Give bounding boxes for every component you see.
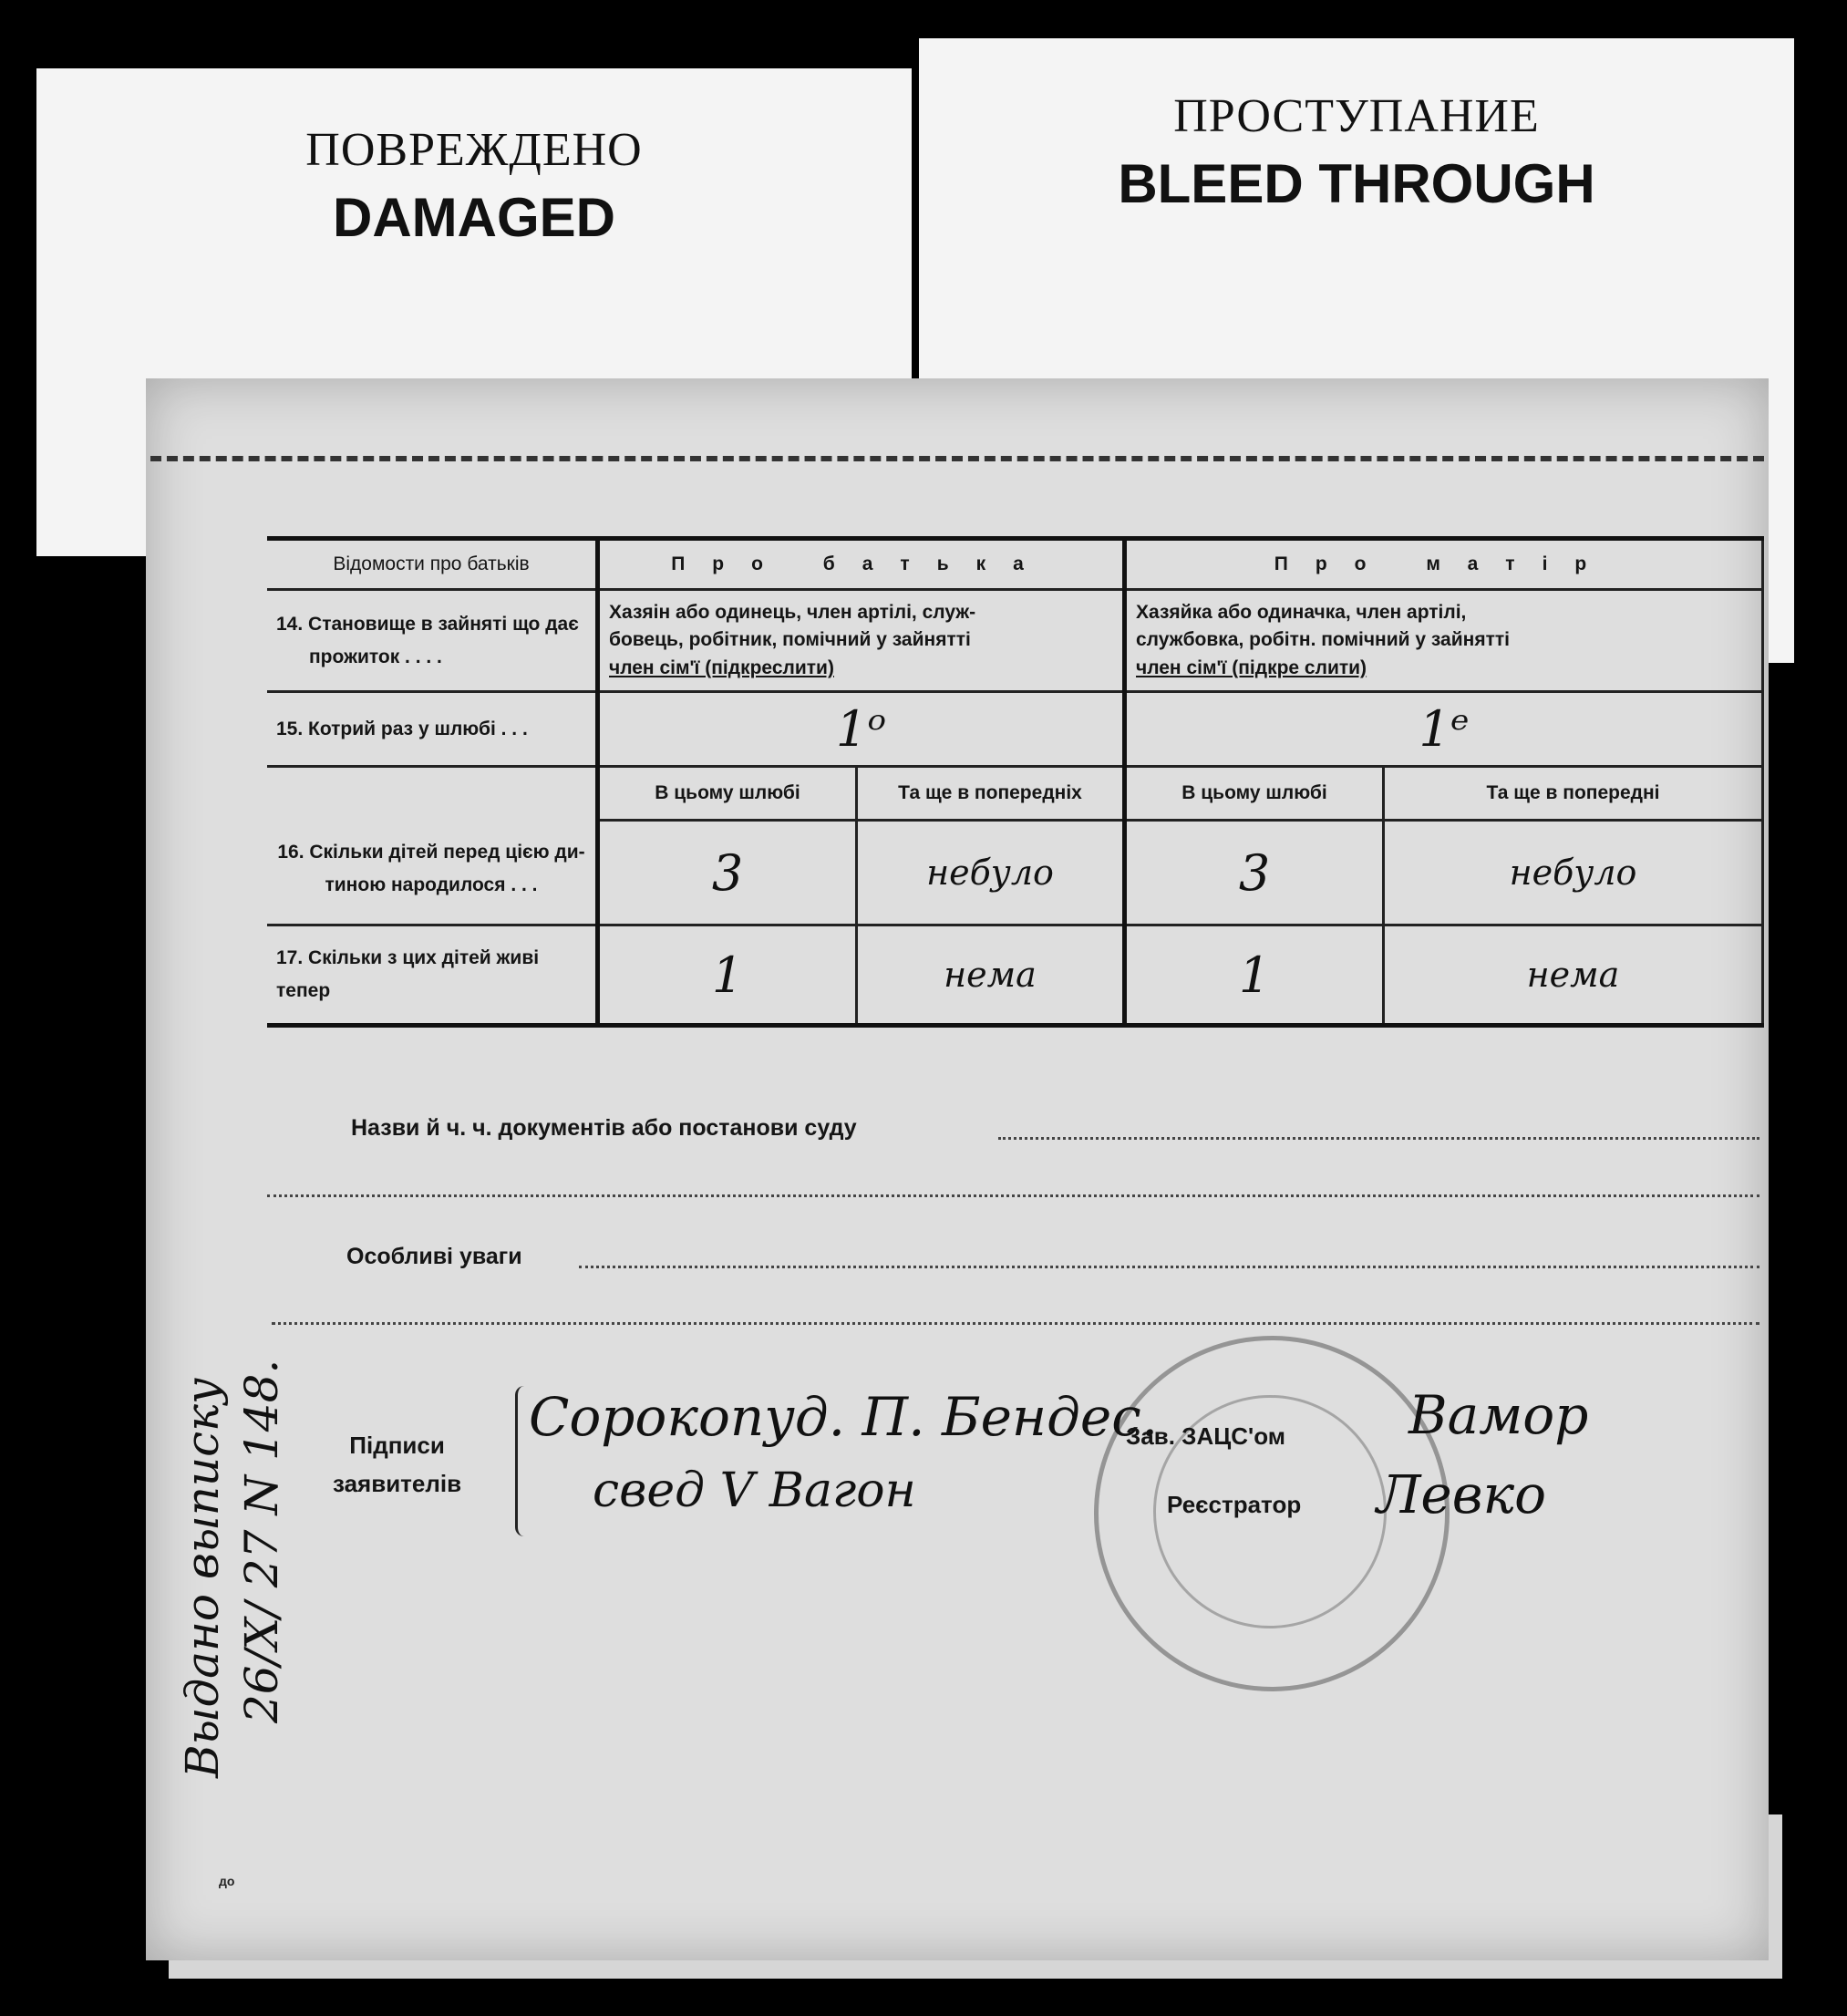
row16-father-this: 3 [598, 821, 857, 925]
perforation-line [150, 456, 1764, 461]
head-zags-label: Зав. ЗАЦС'ом [1126, 1422, 1285, 1450]
bleed-label-ru: ПРОСТУПАНИЕ [1173, 90, 1540, 142]
damaged-label-ru: ПОВРЕЖДЕНО [305, 124, 643, 176]
row14-mother-options: Хазяйка або одиначка, член артілі, службовка, робітн. помічний у зайнятті член сім'ї (підкре слити) [1125, 590, 1763, 692]
head-zags-signature: Вамор [1408, 1384, 1589, 1446]
row15-mother-value: 1ᵉ [1125, 692, 1763, 767]
registrar-signature: Левко [1377, 1463, 1547, 1525]
subheader-father-previous: Та ще в попередніх [857, 767, 1125, 821]
remarks-label: Особливі уваги [346, 1244, 522, 1269]
row17-label: 17. Скільки з цих дітей живі тепер [267, 925, 598, 1026]
row14-father-options: Хазяін або одинець, член артілі, служ- бовець, робітник, помічний у зайнятті член сім'ї (підкреслити) [598, 590, 1125, 692]
parents-info-table [267, 536, 1764, 1028]
documents-line-2 [267, 1194, 1759, 1197]
row-14 [267, 590, 1763, 692]
row15-label: 15. Котрий раз у шлюбі . . . [267, 692, 598, 767]
applicant-1-signature: Сорокопуд. П. Бендес. [529, 1386, 1159, 1448]
header-mother: Про матір [1125, 539, 1763, 590]
row-17 [267, 925, 1763, 1026]
corner-mark: до [219, 1874, 235, 1888]
children-subheader-row [267, 767, 1763, 821]
row17-father-this: 1 [598, 925, 857, 1026]
documents-label: Назви й ч. ч. документів або постанови суду [351, 1115, 857, 1141]
applicant-2-signature: свед V Вагон [593, 1463, 916, 1518]
damaged-label-en: DAMAGED [333, 187, 615, 248]
bleed-label-en: BLEED THROUGH [1118, 153, 1595, 214]
header-parents-info: Відомости про батьків [267, 539, 598, 590]
row17-father-previous: нема [857, 925, 1125, 1026]
header-father: Про батька [598, 539, 1125, 590]
row17-mother-previous: нема [1384, 925, 1763, 1026]
subheader-mother-previous: Та ще в попередні [1384, 767, 1763, 821]
remarks-line-1 [579, 1266, 1759, 1268]
table-header-row [267, 539, 1763, 590]
documents-line-1 [998, 1137, 1759, 1140]
issued-extract-note: Выдано выписку 26/Х/ 27 N 148. [176, 1359, 288, 1778]
row16-mother-previous: небуло [1384, 821, 1763, 925]
subheader-father-this: В цьому шлюбі [598, 767, 857, 821]
subheader-mother-this: В цьому шлюбі [1125, 767, 1384, 821]
row16-label: 16. Скільки дітей перед цією ди- тиною народилося . . . [267, 767, 598, 925]
row15-father-value: 1ᵒ [598, 692, 1125, 767]
row16-father-previous: небуло [857, 821, 1125, 925]
applicants-signature-label: Підписи заявителів [333, 1432, 462, 1497]
row17-mother-this: 1 [1125, 925, 1384, 1026]
remarks-line-2 [272, 1322, 1759, 1325]
row16-mother-this: 3 [1125, 821, 1384, 925]
row14-label: 14. Становище в зайняті що дає прожиток . . . . [267, 590, 598, 692]
registrar-label: Реєстратор [1167, 1491, 1302, 1518]
row-15 [267, 692, 1763, 767]
